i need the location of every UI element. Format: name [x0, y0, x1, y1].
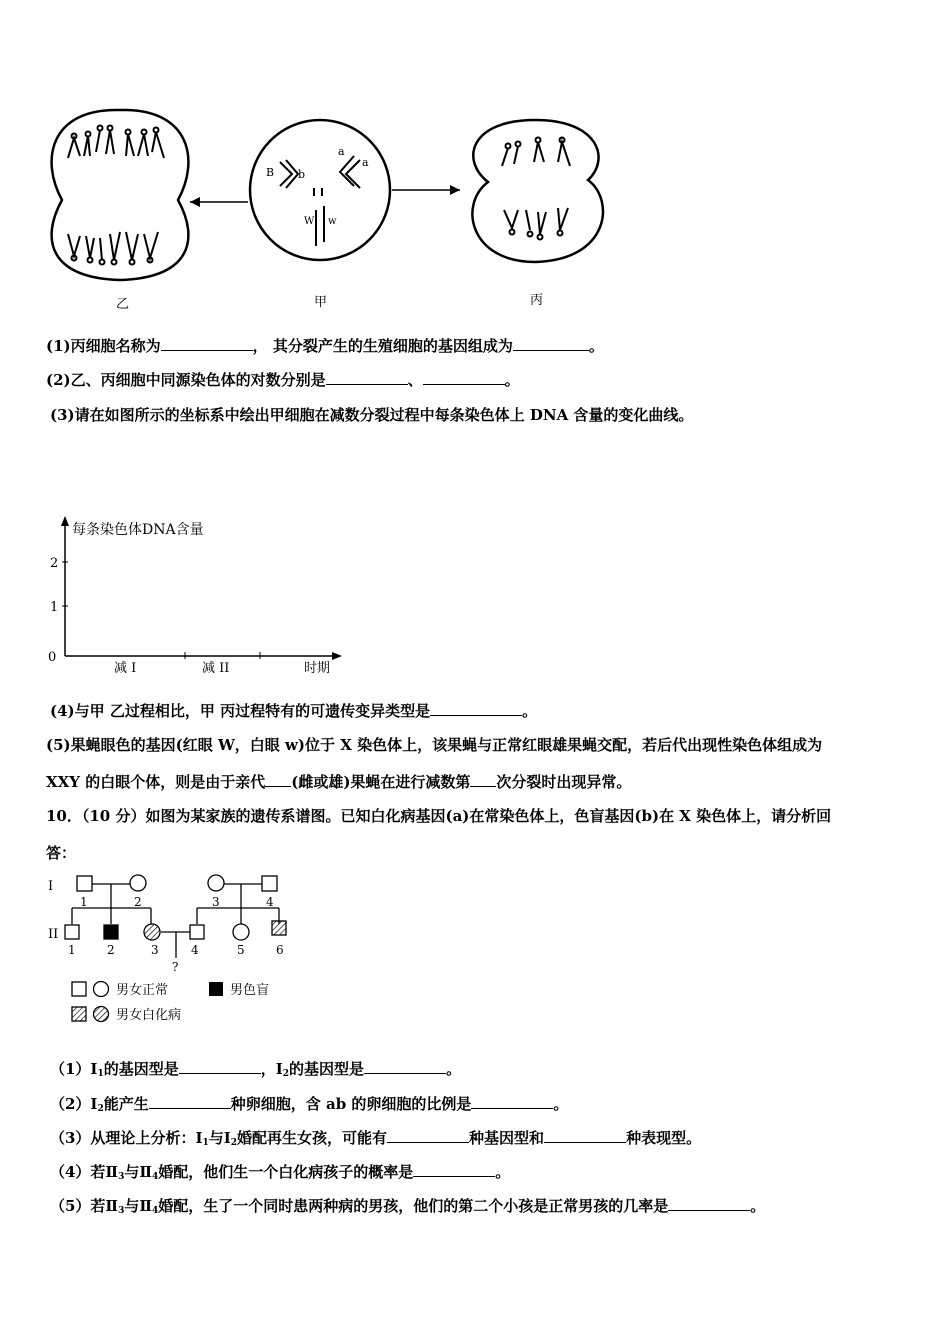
legend-normal-label: 男女正常 [116, 983, 169, 998]
cell-label-yi: 乙 [116, 297, 130, 312]
cell-yi-chromosomes-bottom [68, 232, 158, 265]
q10-sub2: $(2)Ⅰ_2$能产生 种卵细胞，含 ab 的卵细胞的比例是 。 [50, 1095, 569, 1114]
cell-yi-chromosomes-top [68, 126, 164, 159]
graph-xtick-2: 减 II [202, 661, 230, 676]
pedigree-II2-male-colorblind [104, 925, 118, 939]
num-I1: 1 [80, 895, 88, 909]
legend-colorblind-symbol [209, 982, 223, 996]
legend-albino-label: 男女白化病 [116, 1008, 182, 1023]
answer-blank[interactable] [470, 772, 496, 787]
q10-sub4: （4）若$Ⅱ_3$与$Ⅱ_4$婚配，他们生一个白化病孩子的概率是 。 [50, 1163, 511, 1182]
legend-male-normal-symbol [72, 982, 86, 996]
cell-bing-chromosomes [502, 138, 570, 240]
graph-xtick-1: 减 I [114, 661, 137, 676]
q9-part4: (4)与甲 乙过程相比，甲 丙过程特有的可遗传变异类型是 。 [50, 702, 538, 720]
graph-ytick-0: 0 [48, 650, 57, 665]
answer-blank[interactable] [364, 1059, 446, 1074]
cell-jia-outline [250, 120, 390, 260]
q10-sub1: $(1)Ⅰ_1$的基因型是 ，$Ⅰ_2$的基因型是 。 [50, 1060, 462, 1079]
q9-part5-line2: XXY 的白眼个体，则是由于亲代 (雌或雄)果蝇在进行减数第 次分裂时出现异常。 [46, 773, 632, 791]
gene-label-B: B [266, 166, 275, 179]
answer-blank[interactable] [423, 370, 505, 385]
answer-blank[interactable] [413, 1162, 495, 1177]
num-II2: 2 [107, 943, 115, 957]
cell-bing-outline [472, 120, 603, 262]
q10-header-2: 答： [46, 844, 77, 862]
answer-blank[interactable] [544, 1128, 626, 1143]
graph-ytick-1: 1 [50, 600, 59, 615]
pedigree-II4-male-normal [190, 925, 204, 939]
q9-part5-line1: (5)果蝇眼色的基因(红眼 W，白眼 w)位于 X 染色体上，该果蝇与正常红眼雄果蝇交配，若后代出现性染色体组成为 [46, 736, 823, 754]
cell-jia-chromosomes [280, 156, 360, 246]
legend-female-normal-symbol [94, 982, 109, 997]
q9-part1: (1)丙细胞名称为 ， 其分裂产生的生殖细胞的基因组成为 。 [46, 337, 604, 355]
cell-label-bing: 丙 [530, 293, 544, 308]
num-I3: 3 [212, 895, 220, 909]
gene-label-a-upper: a [338, 145, 345, 158]
answer-blank[interactable] [387, 1128, 469, 1143]
dna-content-graph [40, 514, 350, 679]
answer-blank[interactable] [149, 1094, 231, 1109]
unknown-child: ? [172, 960, 179, 974]
pedigree-I4-male-normal [262, 876, 277, 891]
num-I2: 2 [134, 895, 142, 909]
q10-header: 10．（10 分）如图为某家族的遗传系谱图。已知白化病基因(a)在常染色体上，色盲基因(b)在 X 染色体上，请分析回 [46, 807, 832, 825]
graph-ylabel: 每条染色体DNA含量 [72, 522, 204, 538]
pedigree-II5-female-normal [233, 924, 249, 940]
legend-female-albino-symbol [94, 1007, 109, 1022]
pedigree-I3-female-normal [208, 875, 224, 891]
answer-blank[interactable] [326, 370, 408, 385]
answer-blank[interactable] [430, 701, 522, 716]
answer-blank[interactable] [265, 772, 291, 787]
pedigree-II6-male-albino [272, 921, 286, 935]
num-II4: 4 [191, 943, 199, 957]
answer-blank[interactable] [471, 1094, 553, 1109]
q10-sub5: （5）若$Ⅱ_3$与$Ⅱ_4$婚配，生了一个同时患两种病的男孩，他们的第二个小孩是正常男孩的几率是 。 [50, 1197, 766, 1216]
cell-division-figure [40, 100, 620, 315]
pedigree-I2-female-normal [130, 875, 146, 891]
num-II5: 5 [237, 943, 245, 957]
q9-part2: (2)乙、丙细胞中同源染色体的对数分别是 、 。 [46, 371, 520, 389]
gene-label-w: w [328, 216, 337, 227]
num-II1: 1 [68, 943, 76, 957]
q10-sub3: （3）从理论上分析：$Ⅰ_1$与$Ⅰ_2$婚配再生女孩，可能有 种基因型和 种表现型。 [50, 1129, 702, 1148]
num-II6: 6 [276, 943, 284, 957]
num-I4: 4 [266, 895, 274, 909]
gene-label-W: W [304, 216, 315, 227]
answer-blank[interactable] [513, 336, 589, 351]
pedigree-I1-male-normal [77, 876, 92, 891]
answer-blank[interactable] [179, 1059, 261, 1074]
legend-male-albino-symbol [72, 1007, 86, 1021]
graph-xtick-3: 时期 [304, 661, 331, 676]
answer-blank[interactable] [161, 336, 253, 351]
pedigree-chart [44, 870, 314, 1030]
answer-blank[interactable] [668, 1196, 750, 1211]
pedigree-II3-female-albino [144, 924, 160, 940]
cell-label-jia: 甲 [314, 295, 328, 310]
gene-label-b: b [298, 168, 306, 181]
q9-part3: (3)请在如图所示的坐标系中绘出甲细胞在减数分裂过程中每条染色体上 DNA 含量的变化曲线。 [50, 406, 694, 424]
pedigree-II1-male-normal [65, 925, 79, 939]
legend-colorblind-label: 男色盲 [230, 983, 270, 998]
gene-label-a-lower: a [362, 156, 369, 169]
graph-ytick-2: 2 [50, 556, 59, 571]
num-II3: 3 [151, 943, 159, 957]
gen-label-II: II [48, 927, 59, 942]
gen-label-I: I [48, 879, 54, 894]
